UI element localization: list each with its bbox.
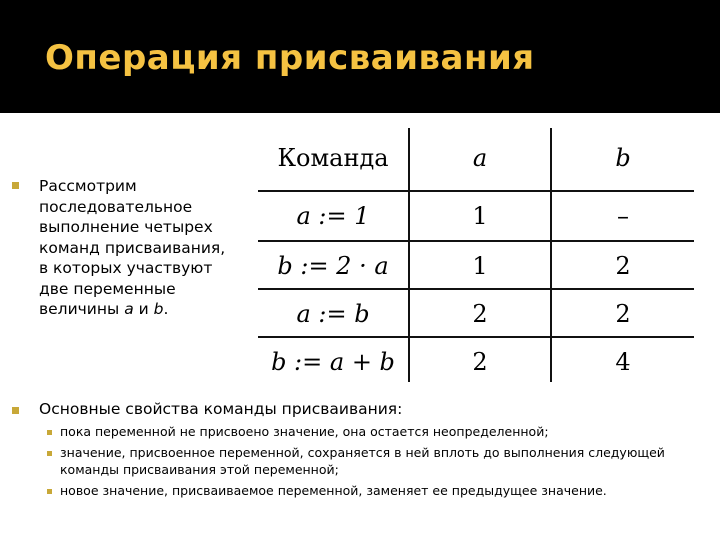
property-item-2: значение, присвоенное переменной, сохраняется в ней вплоть до выполнения следующей команды присваивания этой переменной; [60, 445, 665, 477]
intro-conj: и [133, 300, 154, 318]
row-3-a: 2 [472, 300, 488, 328]
row-1-a: 1 [472, 202, 488, 230]
row-4-b: 4 [615, 348, 631, 376]
row-1-b: – [617, 202, 629, 230]
header-command: Команда [277, 144, 389, 172]
properties-heading: Основные свойства команды присваивания: [39, 400, 403, 418]
square-bullet-icon [47, 489, 52, 494]
property-item-3: новое значение, присваиваемое переменной, заменяет ее предыдущее значение. [60, 483, 607, 498]
intro-text-end: . [163, 300, 169, 318]
row-3-command: a := b [296, 300, 370, 328]
square-bullet-icon [12, 182, 19, 189]
intro-text-start: Рассмотрим последовательное выполнение четырех команд присваивания, в которых участвуют две переменные величины [39, 177, 226, 318]
row-1-command: a := 1 [296, 202, 370, 230]
square-bullet-icon [47, 451, 52, 456]
row-4-a: 2 [472, 348, 488, 376]
row-3-b: 2 [615, 300, 631, 328]
assignment-table [258, 128, 694, 382]
row-2-b: 2 [615, 252, 631, 280]
row-4-command: b := a + b [271, 348, 395, 376]
property-item-1: пока переменной не присвоено значение, она остается неопределенной; [60, 424, 549, 439]
intro-text [39, 176, 234, 320]
var-b-label: b [153, 300, 164, 318]
square-bullet-icon [12, 407, 19, 414]
slide-title: Операция присваивания [45, 38, 535, 78]
var-a-label: a [124, 300, 134, 318]
row-2-a: 1 [472, 252, 488, 280]
row-2-command: b := 2 · a [277, 252, 389, 280]
header-a: a [472, 144, 488, 172]
title-bar [0, 0, 720, 113]
header-b: b [615, 144, 631, 172]
square-bullet-icon [47, 430, 52, 435]
